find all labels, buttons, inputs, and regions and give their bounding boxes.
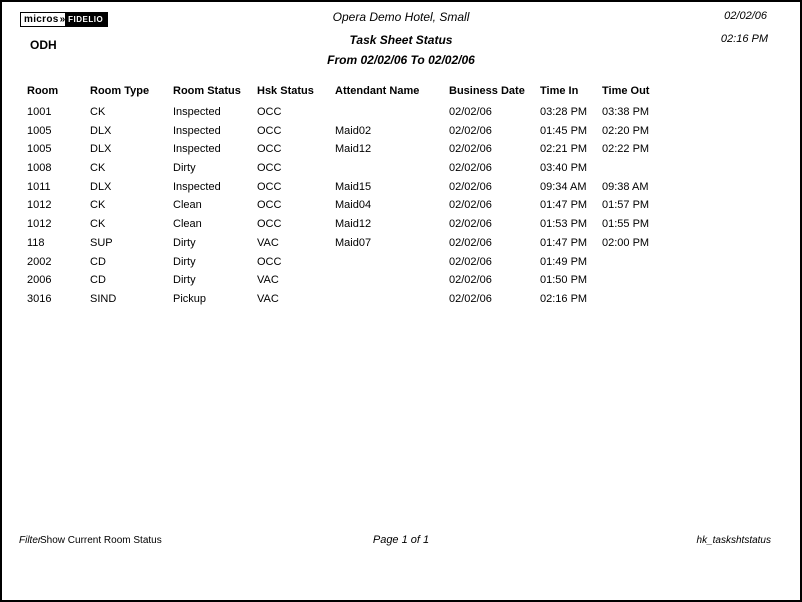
table-cell: Maid12 — [335, 143, 372, 156]
table-cell: 1012 — [27, 218, 52, 231]
table-cell: CK — [90, 162, 106, 175]
table-cell: 01:53 PM — [540, 218, 588, 231]
table-cell: Pickup — [173, 292, 207, 305]
table-cell: 02/02/06 — [449, 236, 492, 249]
table-cell: 02:00 PM — [602, 236, 650, 249]
filter-value: Show Current Room Status — [40, 535, 162, 546]
table-row — [27, 199, 687, 218]
table-cell: CK — [90, 106, 106, 118]
table-row — [27, 181, 687, 200]
table-cell: 03:40 PM — [540, 162, 588, 175]
table-cell — [602, 162, 687, 181]
column-header: Attendant Name — [335, 85, 420, 97]
page-number: Page 1 of 1 — [372, 534, 430, 546]
report-date-range: From 02/02/06 To 02/02/06 — [327, 53, 475, 67]
table-cell — [602, 293, 687, 312]
column-header: Room — [27, 85, 59, 97]
logo-fidelio-text: FIDELIO — [65, 13, 107, 26]
table-header-row — [27, 85, 687, 106]
table-row — [27, 218, 687, 237]
table-cell: 01:47 PM — [540, 199, 588, 212]
table-row — [27, 125, 687, 144]
table-cell: 02/02/06 — [449, 255, 492, 268]
table-cell — [335, 256, 449, 275]
table-cell: 2002 — [27, 255, 52, 268]
table-cell: Dirty — [173, 274, 196, 287]
table-cell: 02:22 PM — [602, 143, 650, 156]
table-cell: 01:47 PM — [540, 236, 588, 249]
table-cell: VAC — [257, 274, 279, 287]
filter-label: Filter — [19, 535, 42, 546]
property-code: ODH — [30, 38, 57, 52]
table-row — [27, 143, 687, 162]
table-cell: DLX — [90, 124, 112, 137]
table-cell: 02/02/06 — [449, 199, 492, 212]
table-cell: 3016 — [27, 292, 52, 305]
table-cell: 03:28 PM — [540, 106, 588, 118]
column-header: Business Date — [449, 85, 525, 97]
table-cell: Inspected — [173, 143, 221, 156]
table-row — [27, 256, 687, 275]
table-cell: 02/02/06 — [449, 124, 492, 137]
report-title: Task Sheet Status — [349, 33, 453, 47]
table-cell: 1005 — [27, 143, 52, 156]
table-cell: 01:57 PM — [602, 199, 650, 212]
table-cell: Inspected — [173, 180, 221, 193]
table-row — [27, 162, 687, 181]
table-cell: 1005 — [27, 124, 52, 137]
table-cell: Maid12 — [335, 218, 372, 231]
table-cell: 01:55 PM — [602, 218, 650, 231]
table-cell — [602, 274, 687, 293]
table-cell: Clean — [173, 199, 202, 212]
table-cell: Maid02 — [335, 124, 372, 137]
table-body — [27, 106, 687, 312]
report-id: hk_taskshtstatus — [696, 535, 771, 546]
column-header: Room Status — [173, 85, 241, 97]
table-cell: 09:34 AM — [540, 180, 587, 193]
table-cell: 01:45 PM — [540, 124, 588, 137]
table-cell: 02/02/06 — [449, 218, 492, 231]
table-row — [27, 106, 687, 125]
print-date: 02/02/06 — [724, 10, 767, 22]
table-cell: OCC — [257, 162, 282, 175]
table-cell: 2006 — [27, 274, 52, 287]
table-cell: SUP — [90, 236, 113, 249]
task-sheet-status-table — [27, 85, 687, 312]
table-cell: 02/02/06 — [449, 106, 492, 118]
table-row — [27, 237, 687, 256]
table-row — [27, 293, 687, 312]
table-cell: VAC — [257, 292, 279, 305]
column-header: Time Out — [602, 85, 650, 97]
table-cell: DLX — [90, 143, 112, 156]
table-cell: 01:50 PM — [540, 274, 588, 287]
table-cell: 03:38 PM — [602, 106, 650, 118]
table-cell: 02/02/06 — [449, 143, 492, 156]
table-cell: OCC — [257, 180, 282, 193]
table-cell: OCC — [257, 255, 282, 268]
table-cell: 02:16 PM — [540, 292, 588, 305]
table-cell: CD — [90, 274, 106, 287]
table-cell: Dirty — [173, 236, 196, 249]
table-cell: Maid07 — [335, 236, 372, 249]
column-header: Time In — [540, 85, 579, 97]
table-cell: Maid04 — [335, 199, 372, 212]
table-cell: Inspected — [173, 106, 221, 118]
column-header: Hsk Status — [257, 85, 314, 97]
hotel-name: Opera Demo Hotel, Small — [332, 10, 470, 24]
table-cell — [335, 274, 449, 293]
table-cell: CD — [90, 255, 106, 268]
table-cell: OCC — [257, 143, 282, 156]
column-header: Room Type — [90, 85, 150, 97]
table-cell: Clean — [173, 218, 202, 231]
table-cell: 118 — [27, 236, 45, 249]
table-cell: 1012 — [27, 199, 52, 212]
table-cell: 02/02/06 — [449, 292, 492, 305]
table-cell: Maid15 — [335, 180, 372, 193]
logo-micros-text: micros — [24, 14, 59, 25]
table-cell: 1001 — [27, 106, 52, 118]
table-cell: Dirty — [173, 162, 196, 175]
table-cell: Inspected — [173, 124, 221, 137]
table-cell: 02/02/06 — [449, 274, 492, 287]
table-cell: SIND — [90, 292, 117, 305]
table-cell: OCC — [257, 106, 282, 118]
table-row — [27, 274, 687, 293]
table-cell: OCC — [257, 199, 282, 212]
table-cell: 02:21 PM — [540, 143, 588, 156]
table-cell: CK — [90, 199, 106, 212]
logo-arrow-icon: » — [59, 14, 66, 25]
table-cell: 1008 — [27, 162, 52, 175]
table-cell — [335, 293, 449, 312]
table-cell — [335, 106, 449, 125]
table-cell: 01:49 PM — [540, 255, 588, 268]
table-cell: 1011 — [27, 180, 51, 193]
table-cell: 02:20 PM — [602, 124, 650, 137]
table-cell — [335, 162, 449, 181]
print-time: 02:16 PM — [720, 33, 768, 45]
table-cell: VAC — [257, 236, 279, 249]
table-cell: DLX — [90, 180, 112, 193]
table-cell: Dirty — [173, 255, 196, 268]
table-cell: OCC — [257, 218, 282, 231]
table-cell: CK — [90, 218, 106, 231]
table-cell: 02/02/06 — [449, 180, 492, 193]
table-cell: 09:38 AM — [602, 180, 649, 193]
table-cell: 02/02/06 — [449, 162, 492, 175]
table-cell — [602, 256, 687, 275]
table-cell: OCC — [257, 124, 282, 137]
